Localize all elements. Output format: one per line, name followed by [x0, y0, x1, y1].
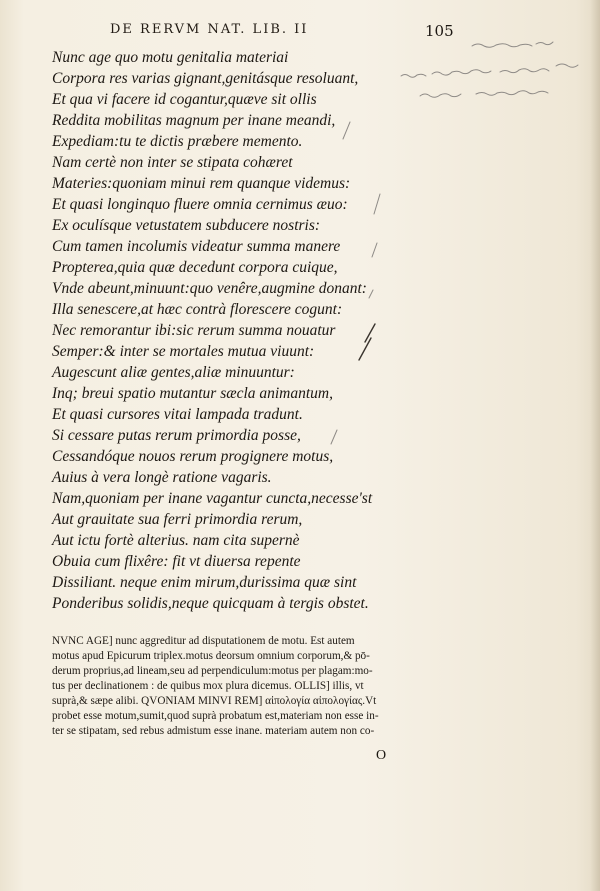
- commentary-line: ter se stipatam, sed rebus admistum esse inane. materiam autem non co-: [52, 725, 375, 737]
- commentary-line: suprà,& sæpe alibi. QVONIAM MINVI REM] αἰπολογία αἰπολογίας.Vt: [52, 695, 377, 707]
- verse-line: Expediam:tu te dictis præbere memento.: [52, 133, 303, 150]
- page-header: [110, 22, 460, 42]
- commentary-line: probet esse motum,sumit,quod suprà probatum est,materiam non esse in-: [52, 710, 379, 722]
- verse-line: Nam certè non inter se stipata cohæret: [52, 154, 293, 171]
- signature-mark: O: [376, 748, 387, 763]
- page-edge-shadow: [590, 0, 600, 891]
- verse-line: Materies:quoniam minui rem quanque videmus:: [52, 175, 351, 192]
- commentary-block: [52, 634, 477, 739]
- verse-line: Reddita mobilitas magnum per inane meandi,: [52, 112, 336, 129]
- verse-line: Et quasi longinquo fluere omnia cernimus æuo:: [52, 196, 348, 213]
- verse-lines: [52, 47, 392, 614]
- verse-line: Ponderibus solidis,neque quicquam à tergis obstet.: [52, 595, 369, 612]
- commentary-line: motus apud Epicurum triplex.motus deorsum omnium corporum,& pō-: [52, 650, 370, 662]
- verse-line: Nunc age quo motu genitalia materiai: [52, 49, 289, 66]
- verse-line: Illa senescere,at hæc contrà florescere cogunt:: [52, 301, 343, 318]
- commentary-line: NVNC AGE] nunc aggreditur ad disputationem de motu. Est autem: [52, 635, 355, 647]
- verse-line: Cum tamen incolumis videatur summa manere: [52, 238, 341, 255]
- verse-line: Obuia cum flixêre: fit vt diuersa repente: [52, 553, 301, 570]
- verse-line: Si cessare putas rerum primordia posse,: [52, 427, 301, 444]
- verse-line: Nec remorantur ibi:sic rerum summa nouatur: [52, 322, 336, 339]
- verse-line: Auius à vera longè ratione vagaris.: [52, 469, 272, 486]
- verse-line: Et qua vi facere id cogantur,quæve sit ollis: [52, 91, 317, 108]
- verse-line: Nam,quoniam per inane vagantur cuncta,necesse'st: [52, 490, 373, 507]
- verse-line: Vnde abeunt,minuunt:quo venêre,augmine donant:: [52, 280, 367, 297]
- verse-line: Aut grauitate sua ferri primordia rerum,: [52, 511, 303, 528]
- verse-line: Propterea,quia quæ decedunt corpora cuique,: [52, 259, 338, 276]
- running-head: DE RERVM NAT. LIB. II: [110, 22, 309, 37]
- verse-line: Et quasi cursores vitai lampada tradunt.: [52, 406, 303, 423]
- commentary-line: derum proprius,ad lineam,seu ad perpendiculum:motus per plagam:mo-: [52, 665, 373, 677]
- page-number: 105: [425, 22, 454, 40]
- verse-line: Augescunt aliæ gentes,aliæ minuuntur:: [52, 364, 295, 381]
- verse-line: Aut ictu fortè alterius. nam cita supernè: [52, 532, 300, 549]
- verse-line: Semper:& inter se mortales mutua viuunt:: [52, 343, 315, 360]
- verse-line: Ex oculísque vetustatem subducere nostris:: [52, 217, 321, 234]
- verse-line: Corpora res varias gignant,genitásque resoluant,: [52, 70, 359, 87]
- verse-line: Dissiliant. neque enim mirum,durissima quæ sint: [52, 574, 357, 591]
- verse-line: Cessandóque nouos rerum progignere motus,: [52, 448, 334, 465]
- verse-line: Inq; breui spatio mutantur sæcla animantum,: [52, 385, 334, 402]
- commentary-line: tus per declinationem : de quibus mox plura dicemus. OLLIS] illis, vt: [52, 680, 364, 692]
